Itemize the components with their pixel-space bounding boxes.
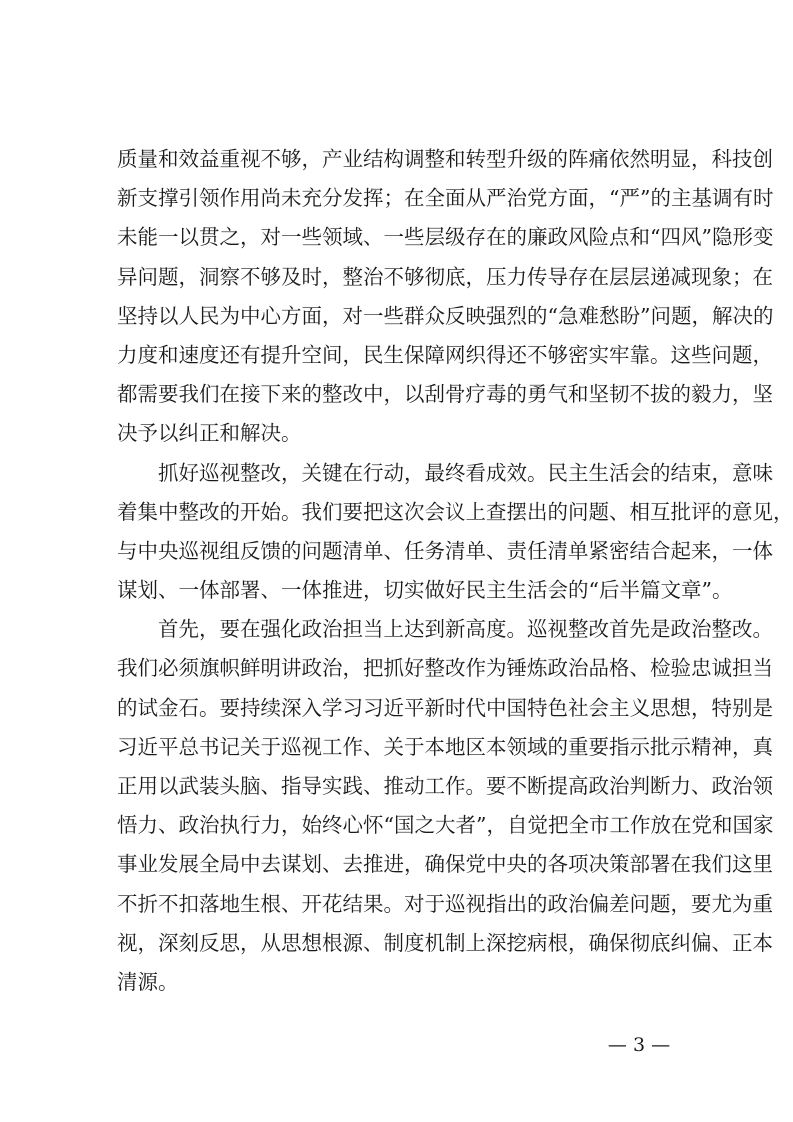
text-line: 视，深刻反思，从思想根源、制度机制上深挖病根，确保彻底纠偏、正本 [117,930,773,955]
paragraph-1 [117,140,774,454]
paragraph-3 [117,610,774,1002]
text-line: 悟力、政治执行力，始终心怀“国之大者”，自觉把全市工作放在党和国家 [117,813,774,838]
page-number: — 3 — [607,1034,671,1056]
text-line: 正用以武装头脑、指导实践、推动工作。要不断提高政治判断力、政治领 [117,774,773,798]
text-line: 的试金石。要持续深入学习习近平新时代中国特色社会主义思想，特别是 [117,695,773,720]
text-line: 异问题，洞察不够及时，整治不够彻底，压力传导存在层层递减现象；在 [117,264,773,289]
text-line: 都需要我们在接下来的整改中，以刮骨疗毒的勇气和坚韧不拔的毅力，坚 [117,382,773,407]
text-line: 我们必须旗帜鲜明讲政治，把抓好整改作为锤炼政治品格、检验忠诚担当 [117,656,773,681]
paragraph-2 [117,454,793,611]
text-line: 谋划、一体部署、一体推进，切实做好民主生活会的“后半篇文章”。 [117,578,733,603]
text-line: 首先，要在强化政治担当上达到新高度。巡视整改首先是政治整改。 [158,617,773,642]
text-line: 不折不扣落地生根、开花结果。对于巡视指出的政治偏差问题，要尤为重 [117,891,773,916]
text-line: 坚持以人民为中心方面，对一些群众反映强烈的“急难愁盼”问题，解决的 [117,303,774,328]
text-line: 与中央巡视组反馈的问题清单、任务清单、责任清单紧密结合起来，一体 [117,538,773,563]
body-text [117,140,793,1002]
text-line: 质量和效益重视不够，产业结构调整和转型升级的阵痛依然明显，科技创 [117,147,773,171]
text-line: 事业发展全局中去谋划、去推进，确保党中央的各项决策部署在我们这里 [117,852,773,877]
text-line: 清源。 [117,969,179,994]
text-line: 未能一以贯之，对一些领域、一些层级存在的廉政风险点和“四风”隐形变 [117,225,774,250]
text-line: 着集中整改的开始。我们要把这次会议上查摆出的问题、相互批评的意见， [117,499,793,524]
text-line: 决予以纠正和解决。 [117,421,302,446]
text-line: 习近平总书记关于巡视工作、关于本地区本领域的重要指示批示精神，真 [117,734,773,759]
text-line: 抓好巡视整改，关键在行动，最终看成效。民主生活会的结束，意味 [158,460,773,485]
text-line: 新支撑引领作用尚未充分发挥；在全面从严治党方面，“严”的主基调有时 [117,186,774,211]
text-line: 力度和速度还有提升空间，民生保障网织得还不够密实牢靠。这些问题， [117,342,773,367]
